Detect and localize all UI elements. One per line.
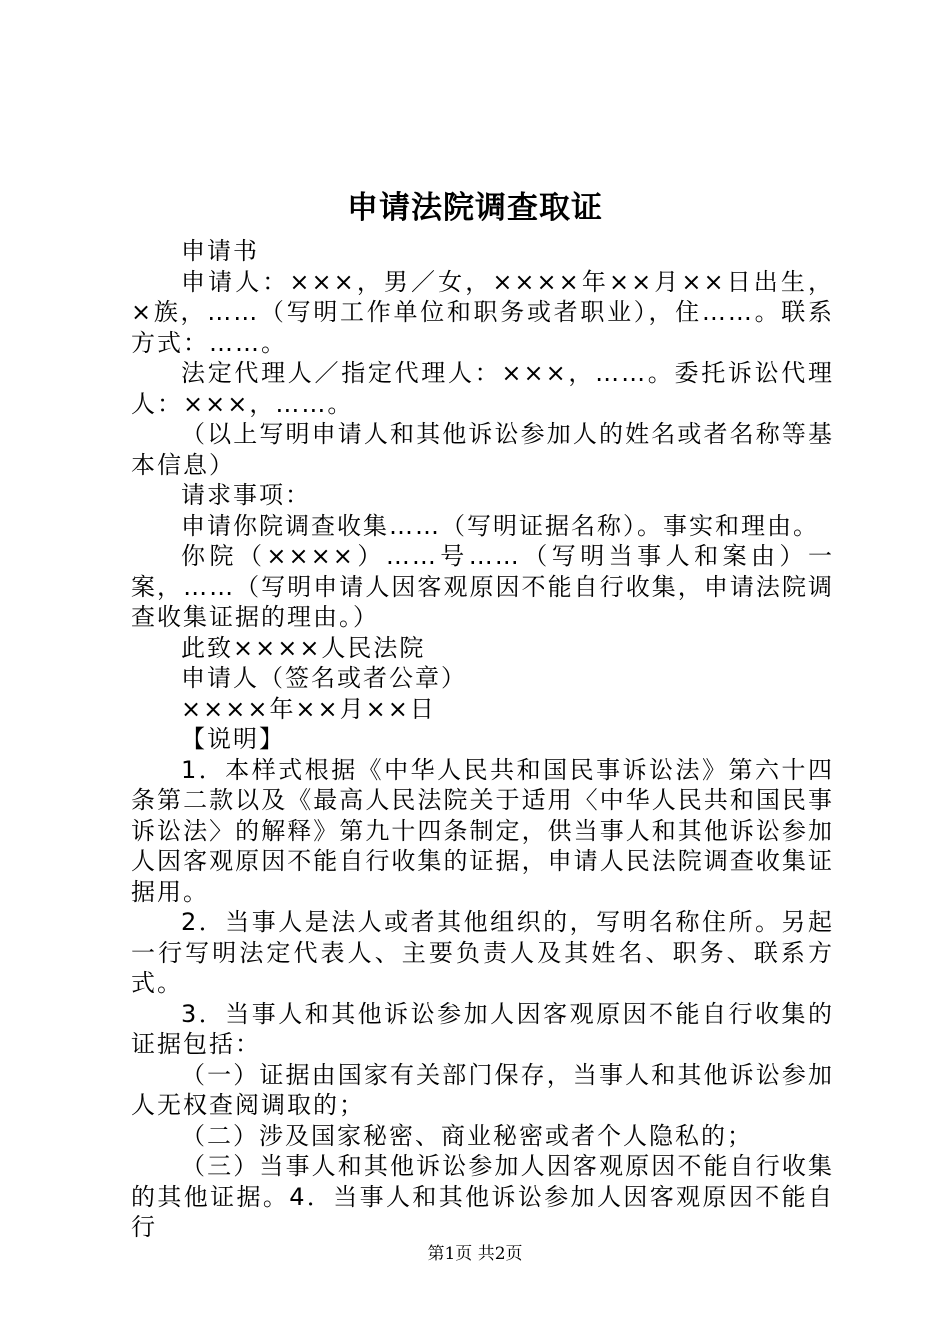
paragraph-legal-representative: 法定代理人／指定代理人：×××，……。委托诉讼代理人：×××，……。 <box>131 359 834 418</box>
paragraph-request-items-label: 请求事项： <box>181 481 311 509</box>
paragraph-note-3-item-1: （一）证据由国家有关部门保存，当事人和其他诉讼参加人无权查阅调取的； <box>131 1060 834 1119</box>
paragraph-note-2: 2．当事人是法人或者其他组织的，写明名称住所。另起一行写明法定代表人、主要负责人及其姓名、职务、联系方式。 <box>131 908 834 997</box>
paragraph-addressee: 此致××××人民法院 <box>181 633 426 662</box>
paragraph-signature: 申请人（签名或者公章） <box>181 664 467 692</box>
paragraph-date: ××××年××月××日 <box>181 694 436 723</box>
paragraph-application-heading: 申请书 <box>181 237 259 265</box>
page-number-footer: 第1页 共2页 <box>427 1244 523 1264</box>
paragraph-notes-heading: 【说明】 <box>181 725 285 753</box>
paragraph-applicant: 申请人：×××，男／女，××××年××月××日出生，×族，……（写明工作单位和职务或者职业），住……。联系方式：……。 <box>131 267 834 357</box>
paragraph-note-3-item-3: （三）当事人和其他诉讼参加人因客观原因不能自行收集的其他证据。4．当事人和其他诉讼参加人因客观原因不能自行 <box>131 1152 834 1241</box>
paragraph-request: 申请你院调查收集……（写明证据名称）。事实和理由。 <box>181 511 819 540</box>
paragraph-basic-info-note: （以上写明申请人和其他诉讼参加人的姓名或者名称等基本信息） <box>131 420 834 479</box>
paragraph-note-3-item-2: （二）涉及国家秘密、商业秘密或者个人隐私的； <box>181 1121 753 1150</box>
paragraph-note-1: 1．本样式根据《中华人民共和国民事诉讼法》第六十四条第二款以及《最高人民法院关于适用〈中华人民共和国民事诉讼法〉的解释》第九十四条制定，供当事人和其他诉讼参加人因客观原因不能自行收集的证据，申请人民法院调查收集证据用。 <box>131 755 834 906</box>
document-title: 申请法院调查取证 <box>347 190 603 226</box>
paragraph-note-3: 3．当事人和其他诉讼参加人因客观原因不能自行收集的证据包括： <box>131 999 834 1058</box>
document-body <box>131 236 834 1243</box>
paragraph-reasons: 你院（××××）……号……（写明当事人和案由）一案，……（写明申请人因客观原因不能自行收集，申请法院调查收集证据的理由。） <box>131 542 834 631</box>
